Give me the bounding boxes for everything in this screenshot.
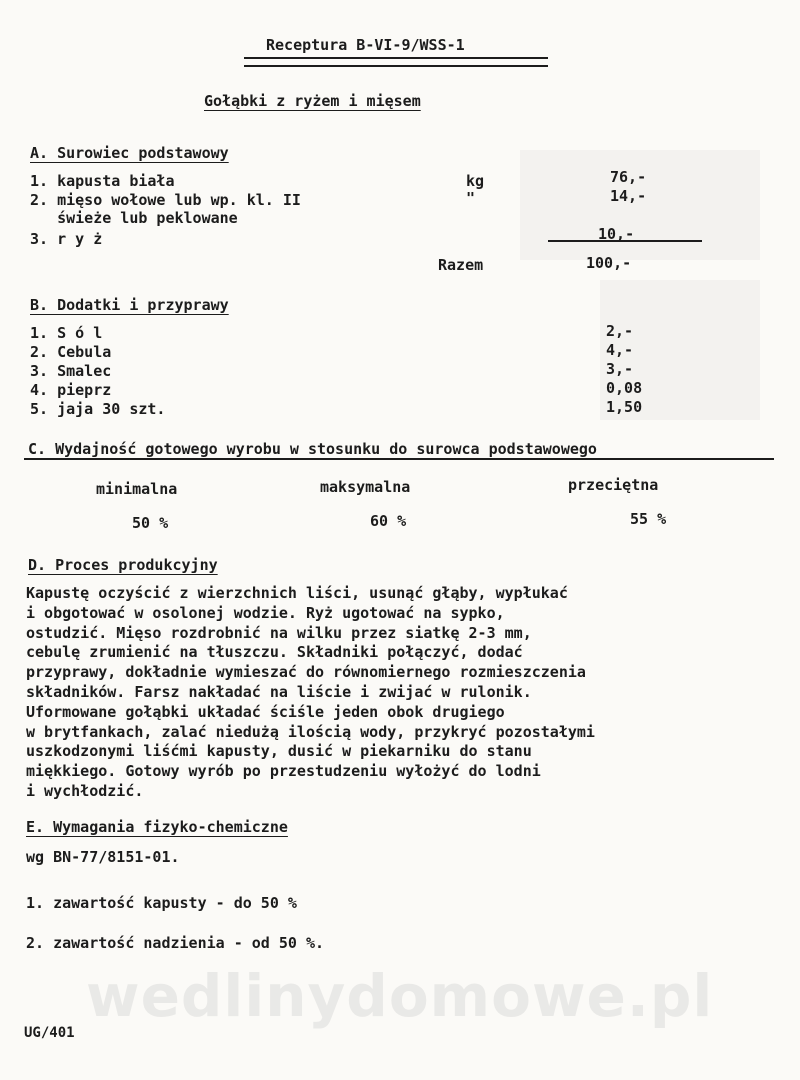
section-a-row-label: 1. kapusta biała: [30, 172, 175, 190]
section-d-heading: D. Proces produkcyjny: [28, 556, 218, 574]
section-a-row-label: 2. mięso wołowe lub wp. kl. II: [30, 191, 301, 209]
yield-avg-label: przeciętna: [568, 476, 659, 494]
section-b-heading: B. Dodatki i przyprawy: [30, 296, 229, 314]
process-line: składników. Farsz nakładać na liście i zwijać w rulonik.: [26, 682, 532, 701]
bleed-through-mark: [520, 150, 760, 260]
section-a-row-value: 76,-: [610, 168, 647, 186]
section-b-row-label: 3. Smalec: [30, 362, 112, 380]
process-line: w brytfankach, zalać niedużą ilością wody, przykryć pozostałymi: [26, 722, 595, 741]
section-b-row-label: 5. jaja 30 szt.: [30, 400, 166, 418]
requirement-item: 1. zawartość kapusty - do 50 %: [26, 894, 297, 912]
section-a-row-value: 10,-: [598, 225, 635, 243]
section-b-row-label: 1. S ó l: [30, 324, 103, 342]
document-subtitle: Gołąbki z ryżem i mięsem: [204, 92, 421, 110]
process-line: ostudzić. Mięso rozdrobnić na wilku przez siatkę 2-3 mm,: [26, 623, 532, 642]
production-process-text: [26, 584, 766, 802]
document-title: Receptura B-VI-9/WSS-1: [266, 36, 465, 54]
requirement-item: 2. zawartość nadzienia - od 50 %.: [26, 934, 325, 952]
section-a-row-label: 3. r y ż: [30, 230, 103, 248]
section-b-row-label: 2. Cebula: [30, 343, 112, 361]
yield-avg-value: 55 %: [630, 510, 667, 528]
process-line: cebulę zrumienić na tłuszczu. Składniki połączyć, dodać: [26, 643, 523, 662]
title-double-rule: [244, 57, 548, 67]
process-line: i obgotować w osolonej wodzie. Ryż ugotować na sypko,: [26, 603, 505, 622]
watermark: wedlinydomowe.pl: [86, 962, 714, 1030]
document-code: UG/401: [24, 1025, 75, 1041]
section-b-row-value: 1,50: [606, 398, 643, 416]
total-value: 100,-: [586, 254, 632, 272]
section-c-rule: [24, 458, 774, 460]
section-a-row-unit: kg: [466, 172, 485, 190]
process-line: Uformowane gołąbki układać ściśle jeden obok drugiego: [26, 702, 505, 721]
yield-max-value: 60 %: [370, 512, 407, 530]
process-line: Kapustę oczyścić z wierzchnich liści, usunąć głąby, wypłukać: [26, 584, 568, 602]
section-b-row-value: 0,08: [606, 379, 643, 397]
section-b-row-value: 4,-: [606, 341, 634, 359]
norm-reference: wg BN-77/8151-01.: [26, 848, 180, 866]
section-b-row-value: 3,-: [606, 360, 634, 378]
process-line: uszkodzonymi liśćmi kapusty, dusić w piekarniku do stanu: [26, 742, 532, 761]
yield-max-label: maksymalna: [320, 478, 411, 496]
process-line: przyprawy, dokładnie wymieszać do równomiernego rozmieszczenia: [26, 663, 586, 682]
section-e-heading: E. Wymagania fizyko-chemiczne: [26, 818, 288, 836]
yield-min-label: minimalna: [96, 480, 178, 498]
sum-rule: [548, 240, 702, 242]
process-line: i wychłodzić.: [26, 781, 144, 800]
section-b-row-label: 4. pieprz: [30, 381, 112, 399]
total-label: Razem: [438, 256, 484, 274]
section-c-heading: C. Wydajność gotowego wyrobu w stosunku do surowca podstawowego: [28, 440, 597, 458]
section-a-row-value: 14,-: [610, 187, 647, 205]
section-a-heading: A. Surowiec podstawowy: [30, 144, 229, 162]
section-a-row-label: świeże lub peklowane: [30, 209, 238, 227]
process-line: miękkiego. Gotowy wyrób po przestudzeniu wyłożyć do lodni: [26, 762, 541, 781]
section-b-row-value: 2,-: [606, 322, 634, 340]
section-a-row-unit: ": [466, 189, 476, 207]
yield-min-value: 50 %: [132, 514, 169, 532]
